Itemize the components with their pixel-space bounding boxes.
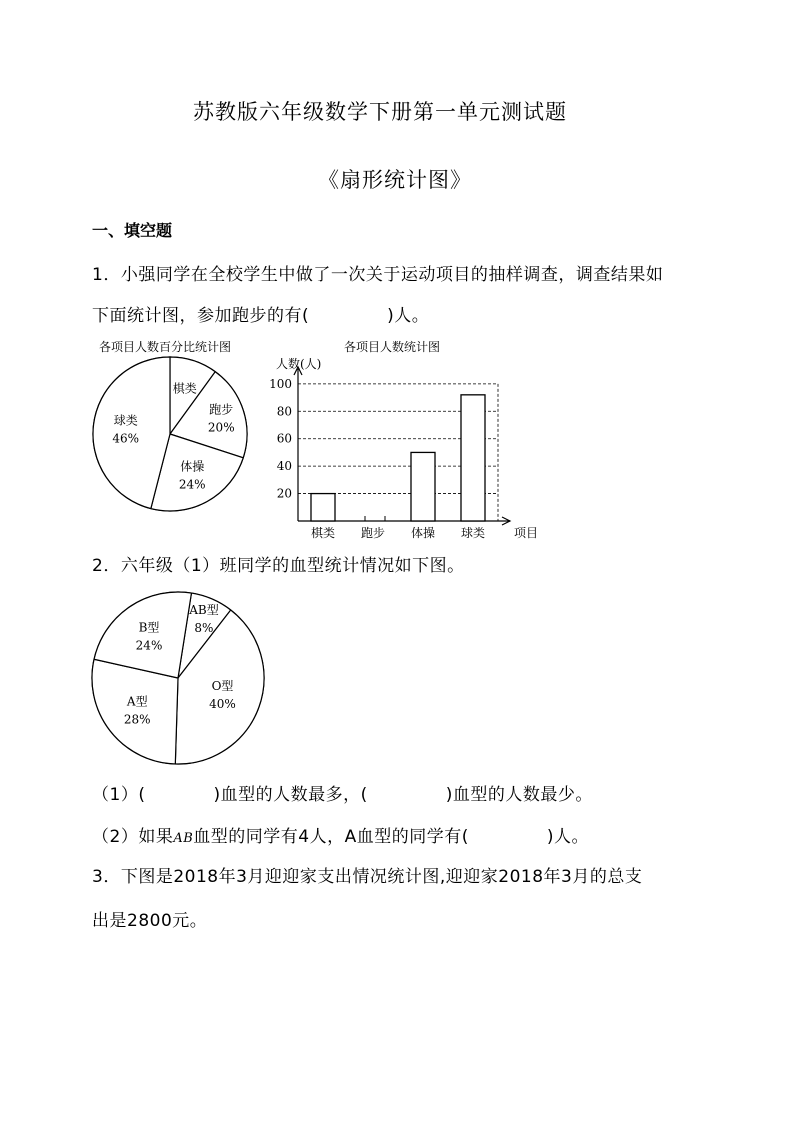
x-tick-label: 球类: [460, 526, 486, 540]
pie-slice-percent: 46%: [112, 431, 140, 446]
pie-slice-percent: 20%: [207, 420, 235, 435]
page-subtitle: 《扇形统计图》: [318, 168, 472, 192]
q3-line1: 3．下图是2018年3月迎迎家支出情况统计图,迎迎家2018年3月的总支: [92, 867, 643, 887]
pie-slice-percent: 24%: [135, 638, 163, 653]
pie-slice-percent: 40%: [209, 697, 236, 712]
bar-chart-xlabel: 项目: [514, 526, 539, 540]
q2-line: 2．六年级（1）班同学的血型统计情况如下图。: [92, 556, 465, 576]
pie-slice-label: B型: [138, 620, 160, 635]
y-tick-label: 20: [276, 486, 292, 501]
x-tick-label: 跑步: [360, 526, 386, 540]
pie-slice-label: O型: [211, 679, 234, 694]
sports-bar-chart: [262, 333, 552, 543]
q2-sub2-mid: 血型的同学有4人，A血型的同学有(: [193, 827, 469, 847]
pie-chart-title: 各项目人数百分比统计图: [98, 340, 232, 354]
x-tick-label: 棋类: [310, 526, 336, 540]
q1-line2-post: )人。: [387, 306, 430, 326]
q2-sub1: [92, 780, 593, 805]
bar-球类: [461, 395, 485, 521]
q2-sub2-pre: （2）如果: [92, 827, 174, 847]
q1-line2-pre: 下面统计图，参加跑步的有(: [92, 306, 310, 326]
pie-slice-percent: 8%: [194, 621, 214, 636]
bar-chart-ylabel: 人数(人): [276, 357, 322, 371]
pie-slice-label: 体操: [180, 459, 205, 474]
q1-line1: 1．小强同学在全校学生中做了一次关于运动项目的抽样调查，调查结果如: [92, 265, 664, 285]
pie-slice-label: AB型: [189, 603, 219, 618]
pie-slice-label: 跑步: [209, 402, 234, 417]
pie-slice-percent: 28%: [123, 712, 151, 727]
y-tick-label: 80: [276, 404, 292, 419]
q2-sub1-pre: （1）(: [92, 785, 146, 805]
q2-sub1-mid: )血型的人数最多，(: [213, 785, 368, 805]
y-tick-label: 100: [269, 376, 292, 391]
q2-sub2-post: )人。: [546, 827, 589, 847]
pie-slice-percent: 24%: [178, 477, 206, 492]
sports-pie-chart: [90, 335, 260, 515]
pie-slice-label: 棋类: [172, 381, 197, 396]
pie-slice-label: 球类: [113, 413, 138, 428]
q2-sub1-post: )血型的人数最少。: [445, 785, 593, 805]
q3-line2: 出是2800元。: [92, 911, 208, 931]
q2-sub2: [92, 822, 589, 847]
x-tick-label: 体操: [410, 526, 436, 540]
y-tick-label: 60: [276, 431, 292, 446]
bar-chart-title: 各项目人数统计图: [343, 340, 441, 354]
pie-slice-label: A型: [126, 694, 148, 709]
q1-line2: [92, 301, 429, 326]
section-heading: 一、填空题: [92, 221, 173, 240]
q2-sub2-ab: AB: [173, 831, 194, 846]
page-title: 苏教版六年级数学下册第一单元测试题: [193, 100, 567, 124]
bar-体操: [411, 452, 435, 521]
blood-type-pie-chart: [88, 589, 268, 769]
bar-棋类: [311, 494, 335, 521]
y-tick-label: 40: [276, 459, 292, 474]
